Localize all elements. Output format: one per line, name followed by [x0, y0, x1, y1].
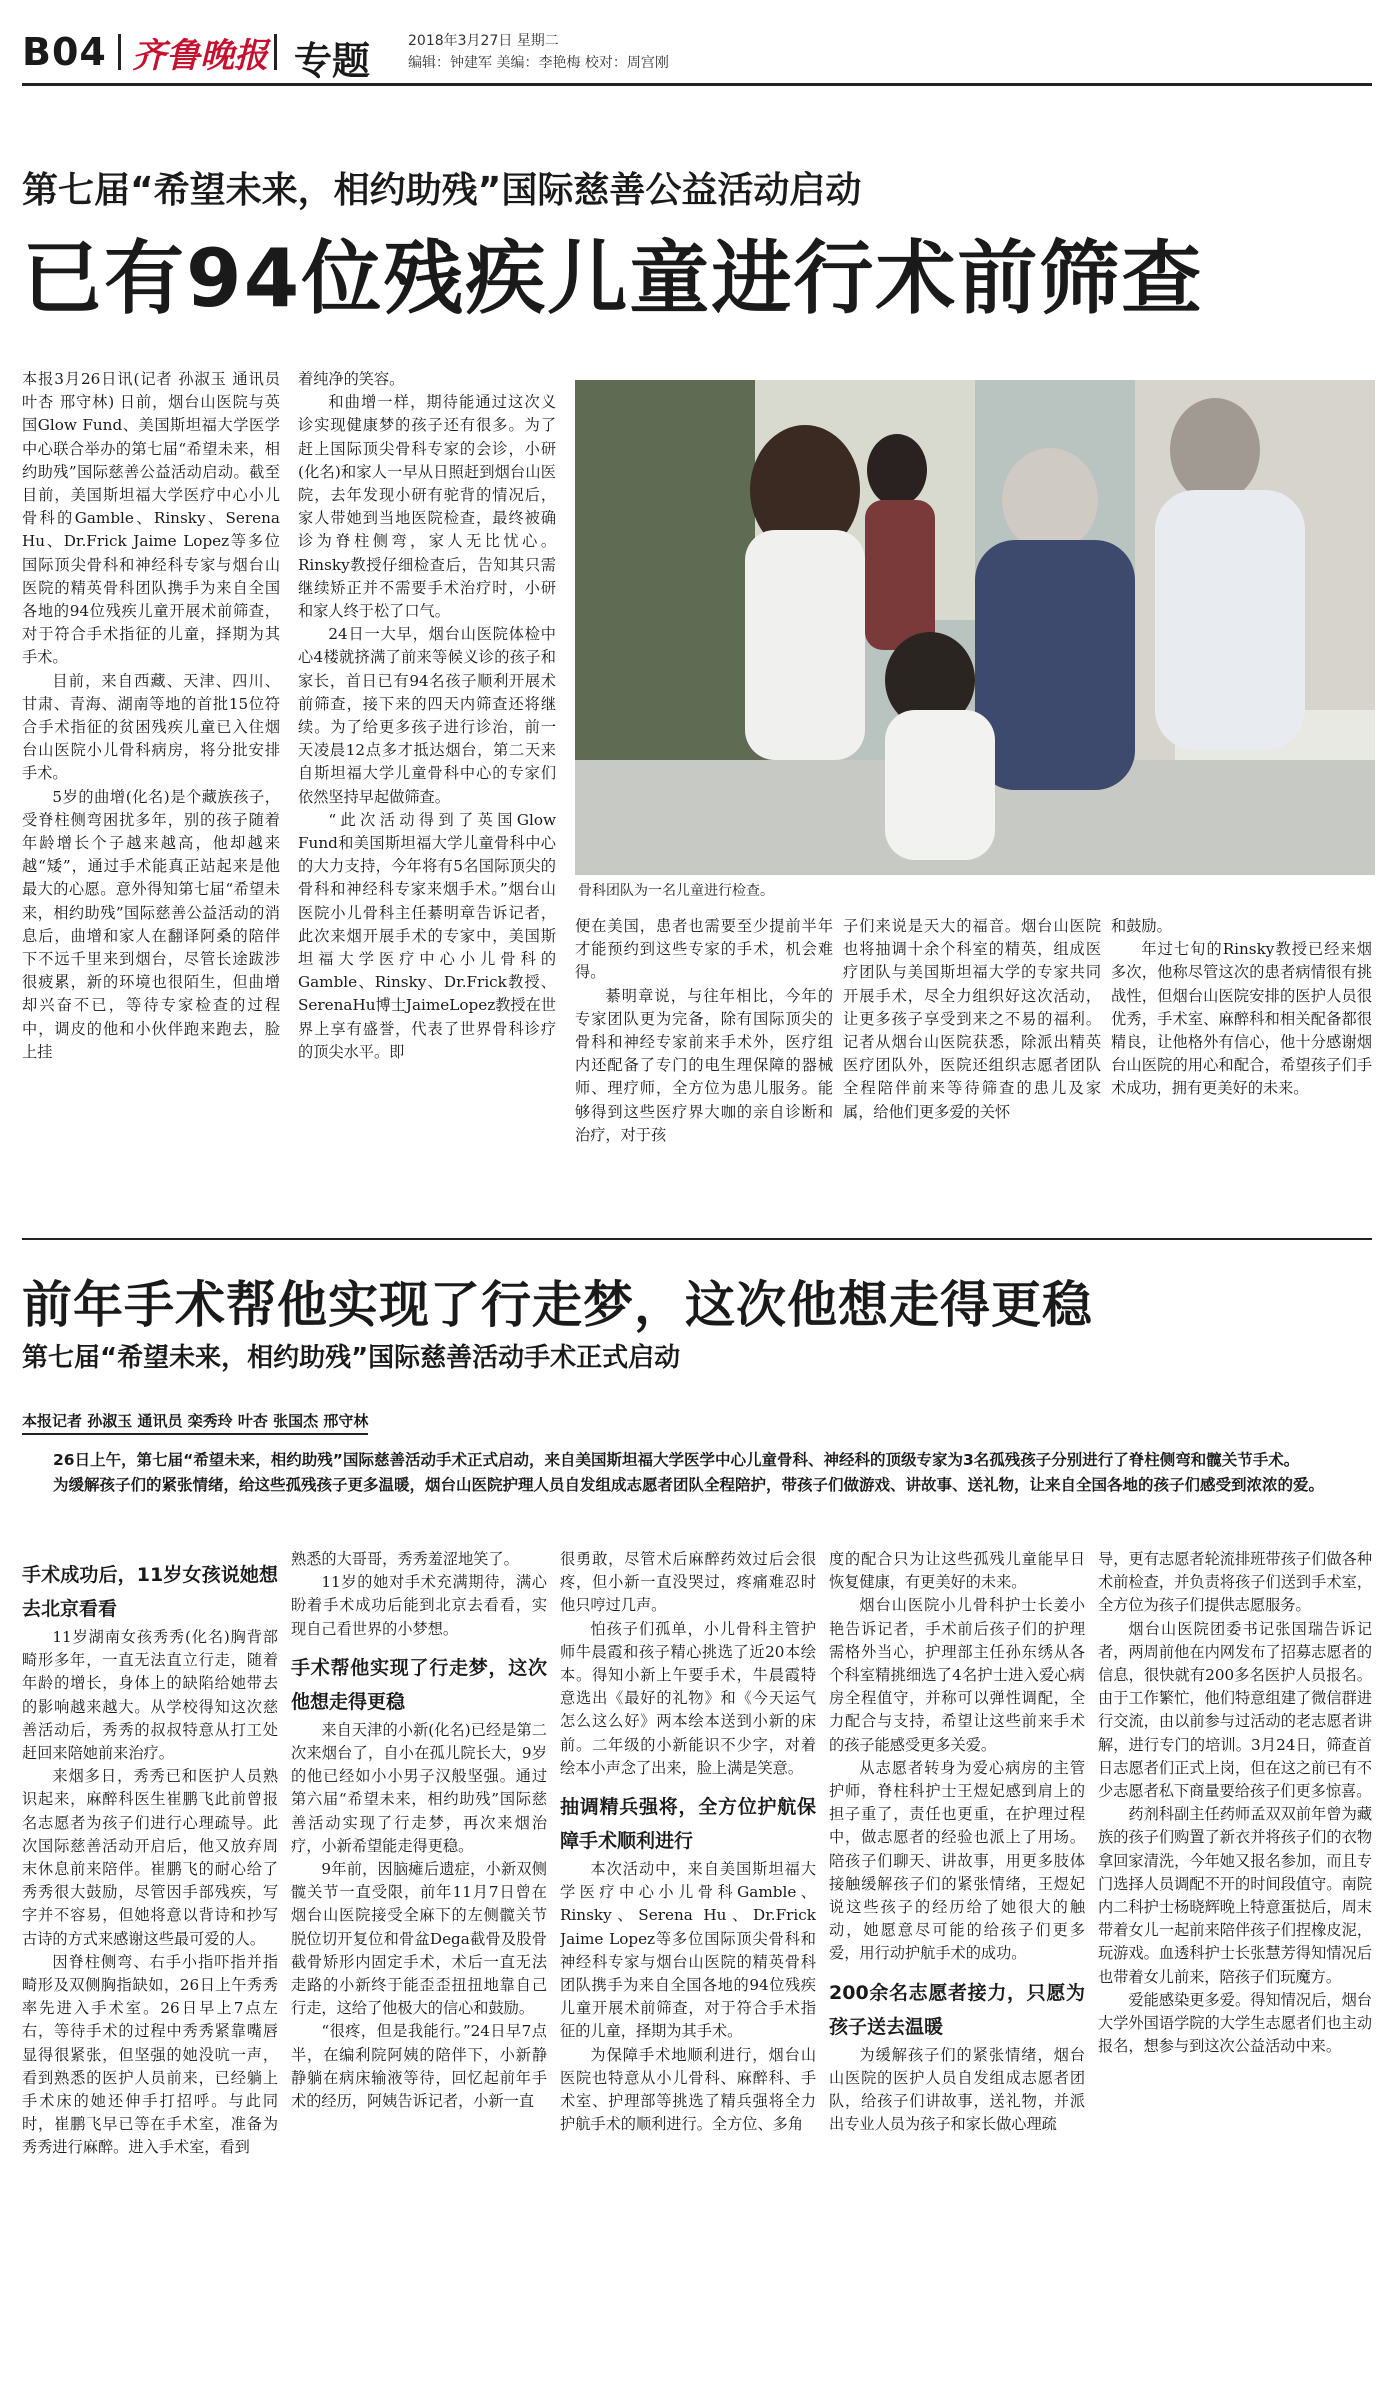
story2-column-2: [291, 1548, 547, 2373]
paragraph: 5岁的曲增(化名)是个藏族孩子，受脊柱侧弯困扰多年，别的孩子随着年龄增长个子越来越高，他却越来越“矮”，通过手术能真正站起来是他最大的心愿。意外得知第七届“希望未来，相约助残”国际慈善公益活动的消息后，曲增和家人在翻译阿桑的陪伴下不远千里来到烟台，尽管长途跋涉很疲累，新的环境也很陌生，但曲增却兴奋不已，等待专家检查的过程中，调皮的他和小伙伴跑来跑去，脸上挂: [22, 787, 280, 1061]
paragraph: 和鼓励。: [1111, 917, 1172, 935]
paragraph: 9年前，因脑瘫后遗症，小新双侧髋关节一直受限，前年11月7日曾在烟台山医院接受全麻下的左侧髋关节脱位切开复位和骨盆Dega截骨及股骨截骨矫形内固定手术，术后一直无法走路的小新终于能歪歪扭扭地靠自己行走，这给了他极大的信心和鼓励。: [291, 1860, 547, 2018]
paragraph: 度的配合只为让这些孤残儿童能早日恢复健康，有更美好的未来。: [829, 1550, 1085, 1592]
story2-subhead: 手术成功后，11岁女孩说她想去北京看看: [22, 1564, 278, 1620]
paragraph: 为缓解孩子们的紧张情绪，烟台山医院的医护人员自发组成志愿者团队，给孩子们讲故事，送礼物，并派出专业人员为孩子和家长做心理疏: [829, 2045, 1085, 2134]
paragraph: 来烟多日，秀秀已和医护人员熟识起来，麻醉科医生崔鹏飞此前曾报名志愿者为孩子们进行心理疏导。此次国际慈善活动开启后，他又放弃周末休息前来陪伴。崔鹏飞的耐心给了秀秀很大鼓励，尽管因手部残疾，写字并不容易，但她将意以背诗和抄写古诗的方式来感谢这些最可爱的人。: [22, 1767, 278, 1948]
story2-headline: 前年手术帮他实现了行走梦，这次他想走得更稳: [22, 1276, 1093, 1334]
lead-paragraph: 为缓解孩子们的紧张情绪，给这些孤残孩子更多温暖，烟台山医院护理人员自发组成志愿者团队全程陪护，带孩子们做游戏、讲故事、送礼物，让来自全国各地的孩子们感受到浓浓的爱。: [53, 1476, 1325, 1494]
story2-column-3: [560, 1548, 816, 2373]
paragraph: 和曲增一样，期待能通过这次义诊实现健康梦的孩子还有很多。为了赶上国际顶尖骨科专家的会诊，小研(化名)和家人一早从日照赶到烟台山医院，去年发现小研有驼背的情况后，家人带她到当地医院检查，最终被确诊为脊柱侧弯，家人无比忧心。Rinsky教授仔细检查后，告知其只需继续矫正并不需要手术治疗时，小研和家人终于松了口气。: [298, 393, 556, 621]
story1-kicker: 第七届“希望未来，相约助残”国际慈善公益活动启动: [22, 170, 862, 211]
paragraph: 烟台山医院团委书记张国瑞告诉记者，两周前他在内网发布了招募志愿者的信息，很快就有200多名医护人员报名。由于工作繁忙，他们特意组建了微信群进行交流，由以前参与过活动的老志愿者讲解，进行专门的培训。3月24日，筛查首日志愿者们正式上岗，但在这之前已有不少志愿者私下商量要给孩子们更多惊喜。: [1098, 1619, 1372, 1801]
header-separator: [118, 34, 121, 70]
paragraph: 便在美国，患者也需要至少提前半年才能预约到这些专家的手术，机会难得。: [575, 917, 833, 982]
paragraph: 24日一大早，烟台山医院体检中心4楼就挤满了前来等候义诊的孩子和家长，首日已有94名孩子顺利开展术前筛查，接下来的四天内筛查还将继续。为了给更多孩子进行诊治，前一天凌晨12点多才抵达烟台，第二天来自斯坦福大学儿童骨科中心的专家们依然坚持早起做筛查。: [298, 625, 556, 806]
story1-column-3: [575, 915, 833, 1205]
paragraph: 怕孩子们孤单，小儿骨科主管护师牛晨霞和孩子精心挑选了近20本绘本。得知小新上午要手术，牛晨霞特意选出《最好的礼物》和《今天运气怎么这么好》两本绘本送到小新的床前。二年级的小新能识不少字，对着绘本小声念了出来，脸上满是笑意。: [560, 1619, 816, 1777]
paragraph: 药剂科副主任药师孟双双前年曾为藏族的孩子们购置了新衣并将孩子们的衣物拿回家清洗，今年她又报名参加，而且专门选择人员调配不开的时间段值守。南院内二科护士杨晓辉晚上特意蛋挞后，周末带着女儿一起前来陪伴孩子们捏橡皮泥，玩游戏。血透科护士长张慧芳得知情况后也带着女儿前来，陪孩子们玩魔方。: [1098, 1805, 1372, 1986]
paragraph: 导，更有志愿者轮流排班带孩子们做各种术前检查，并负责将孩子们送到手术室，全方位为孩子们提供志愿服务。: [1098, 1550, 1372, 1615]
story2-column-4: [829, 1548, 1085, 2373]
date-line: 2018年3月27日 星期二: [408, 33, 559, 49]
paragraph: 来自天津的小新(化名)已经是第二次来烟台了，自小在孤儿院长大，9岁的他已经如小小男子汉般坚强。通过第六届“希望未来，相约助残”国际慈善活动实现了行走梦，再次来烟治疗，小新希望能走得更稳。: [291, 1720, 547, 1855]
story1-column-4: [843, 915, 1101, 1205]
story2-byline: 本报记者 孙淑玉 通讯员 栾秀玲 叶杏 张国杰 邢守林: [22, 1410, 368, 1435]
section-divider: [22, 1238, 1372, 1240]
paragraph: 很勇敢，尽管术后麻醉药效过后会很疼，但小新一直没哭过，疼痛难忍时他只哼过几声。: [560, 1550, 816, 1615]
paragraph: 11岁湖南女孩秀秀(化名)胸背部畸形多年，一直无法直立行走，随着年龄的增长，身体上的缺陷给她带去的影响越来越大。从学校得知这次慈善活动后，秀秀的叔叔特意从打工处赶回来陪她前来治疗。: [22, 1628, 278, 1763]
story1-column-5: [1111, 915, 1372, 1205]
story2-subhead: 抽调精兵强将，全方位护航保障手术顺利进行: [560, 1796, 816, 1853]
story2-subhead: 手术帮他实现了行走梦，这次他想走得更稳: [291, 1656, 547, 1713]
paragraph: “此次活动得到了英国Glow Fund和美国斯坦福大学儿童骨科中心的大力支持，今年将有5名国际顶尖的骨科和神经科专家来烟手术。”烟台山医院小儿骨科主任綦明章告诉记者，此次来烟开展手术的专家中，美国斯坦福大学医疗中心小儿骨科的Gamble、Rinsky、Dr.Frick教授、SerenaHu博士JaimeLopez教授在世界上享有盛誉，代表了世界骨科诊疗的顶尖水平。即: [298, 810, 556, 1061]
story2-subhead: 200余名志愿者接力，只愿为孩子送去温暖: [829, 1981, 1085, 2038]
paragraph: 从志愿者转身为爱心病房的主管护师，脊柱科护士王煜妃感到肩上的担子重了，责任也更重，在护理过程中，做志愿者的经验也派上了用场。陪孩子们聊天、讲故事，用更多肢体接触缓解孩子们的紧张情绪，王煜妃说这些孩子的经历给了她很大的触动，她愿意尽可能的给孩子们更多爱，用行动护航手术的成功。: [829, 1758, 1085, 1963]
page-number: B04: [22, 30, 107, 74]
page-header: [22, 22, 1372, 86]
paragraph: 年过七旬的Rinsky教授已经来烟多次，他称尽管这次的患者病情很有挑战性，但烟台山医院安排的医护人员很优秀，手术室、麻醉科和相关配备都很精良，让他格外有信心，他十分感谢烟台山医院的用心和配合，希望孩子们手术成功，拥有更美好的未来。: [1111, 940, 1372, 1098]
paragraph: 子们来说是天大的福音。烟台山医院也将抽调十余个科室的精英，组成医疗团队与美国斯坦福大学的专家共同开展手术，尽全力组织好这次活动，让更多孩子享受到来之不易的福利。记者从烟台山医院获悉，除派出精英医疗团队外，医院还组织志愿者团队全程陪伴前来等待筛查的患儿及家属，给他们更多爱的关怀: [843, 917, 1101, 1121]
paragraph: 本次活动中，来自美国斯坦福大学医疗中心小儿骨科Gamble、Rinsky、Serena Hu、Dr.Frick Jaime Lopez等多位国际顶尖骨科和神经科专家与烟台山医院的精英骨科团队携手为来自全国各地的94位残疾儿童开展术前筛查，对于符合手术指征的儿童，择期为其手术。: [560, 1860, 816, 2041]
header-separator: [274, 34, 277, 70]
editors-line: 编辑：钟建军 美编：李艳梅 校对：周宫刚: [408, 55, 669, 71]
paragraph: 烟台山医院小儿骨科护士长姜小艳告诉记者，手术前后孩子们的护理需格外当心，护理部主任孙东绣从各个科室精挑细选了4名护士进入爱心病房全程值守，并称可以弹性调配，全力配合与支持，希望让这些前来手术的孩子能感受更多关爱。: [829, 1596, 1085, 1754]
story1-column-2: [298, 368, 556, 1198]
photo-caption: 骨科团队为一名儿童进行检查。: [578, 883, 774, 899]
paragraph: 为保障手术地顺利进行，烟台山医院也特意从小儿骨科、麻醉科、手术室、护理部等挑选了精兵强将全力护航手术的顺利进行。全方位、多角: [560, 2045, 816, 2134]
story1-column-1: [22, 368, 280, 1198]
paragraph: 目前，来自西藏、天津、四川、甘肃、青海、湖南等地的首批15位符合手术指征的贫困残疾儿童已入住烟台山医院小儿骨科病房，将分批安排手术。: [22, 671, 280, 783]
news-photo: [575, 380, 1375, 875]
paragraph: 綦明章说，与往年相比，今年的专家团队更为完备，除有国际顶尖的骨科和神经专家前来手术外，医疗组内还配备了专门的电生理保障的器械师、理疗师，全方位为患儿服务。能够得到这些医疗界大咖的亲自诊断和治疗，对于孩: [575, 986, 833, 1144]
lead-paragraph: 26日上午，第七届“希望未来，相约助残”国际慈善活动手术正式启动，来自美国斯坦福大学医学中心儿童骨科、神经科的顶级专家为3名孤残孩子分别进行了脊柱侧弯和髋关节手术。: [53, 1451, 1300, 1469]
paragraph: 因脊柱侧弯、右手小指吓指并指畸形及双侧胸指缺如，26日上午秀秀率先进入手术室。26日早上7点左右，等待手术的过程中秀秀紧靠嘴唇显得很紧张，但坚强的她没吭一声，看到熟悉的医护人员前来，已经躺上手术床的她还伸手打招呼。与此同时，崔鹏飞早已等在手术室，准备为秀秀进行麻醉。进入手术室，看到: [22, 1952, 278, 2157]
section-name: 专题: [294, 39, 371, 83]
paragraph: 熟悉的大哥哥，秀秀羞涩地笑了。: [291, 1550, 519, 1568]
story2-column-1: [22, 1548, 278, 2373]
story2-column-5: [1098, 1548, 1372, 2373]
story2-subheadline: 第七届“希望未来，相约助残”国际慈善活动手术正式启动: [22, 1343, 681, 1373]
story2-lead: [22, 1448, 1372, 1498]
paragraph: 本报3月26日讯(记者 孙淑玉 通讯员 叶杏 邢守林) 日前，烟台山医院与英国Glow Fund、美国斯坦福大学医学中心联合举办的第七届“希望未来，相约助残”国际慈善公益活动启动。截至目前，美国斯坦福大学医疗中心小儿骨科的Gamble、Rinsky、Serena Hu、Dr.Frick Jaime Lopez等多位国际顶尖骨科和神经科专家与烟台山医院的精英骨科团队携手为来自全国各地的94位残疾儿童开展术前筛查，对于符合手术指征的儿童，择期为其手术。: [22, 370, 280, 667]
story1-headline: 已有94位残疾儿童进行术前筛查: [22, 232, 1204, 325]
paragraph: 11岁的她对手术充满期待，满心盼着手术成功后能到北京去看看，实现自己看世界的小梦想。: [291, 1573, 547, 1638]
paper-logo: 齐鲁晚报: [132, 36, 268, 76]
photo-illustration: [575, 380, 1375, 875]
paragraph: “很疼，但是我能行。”24日早7点半，在编利院阿姨的陪伴下，小新静静躺在病床输液等待，回忆起前年手术的经历，阿姨告诉记者，小新一直: [291, 2022, 547, 2111]
paragraph: 着纯净的笑容。: [298, 370, 405, 388]
paragraph: 爱能感染更多爱。得知情况后，烟台大学外国语学院的大学生志愿者们也主动报名，想参与到这次公益活动中来。: [1098, 1990, 1372, 2056]
